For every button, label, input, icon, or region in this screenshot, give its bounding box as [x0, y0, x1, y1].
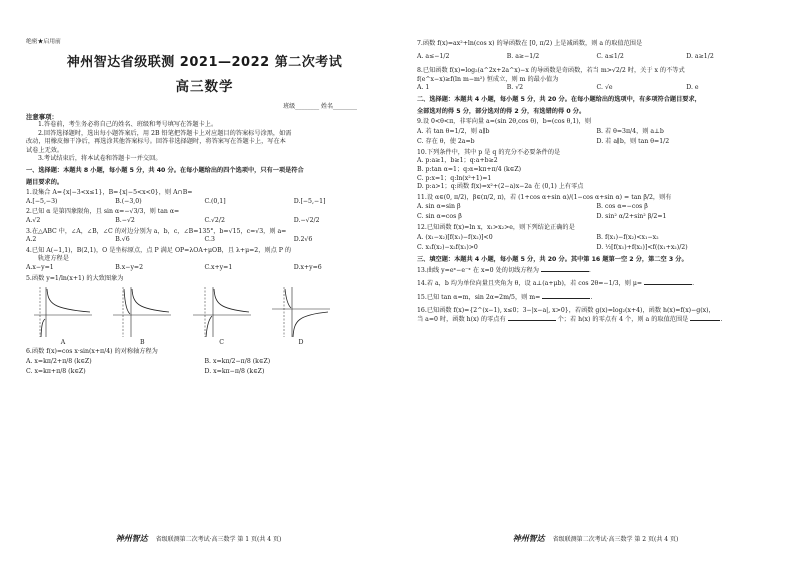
section-2-heading-b: 全部选对的得 5 分，部分选对的得 2 分，有选错的得 0 分。: [417, 107, 586, 115]
graph-a-figure: [32, 285, 94, 339]
section-2-heading: 二、选择题：本题共 4 小题，每小题 5 分，共 20 分。在每小题给出的选项中，有多项符合题目要求，: [417, 95, 701, 103]
section-1-heading-b: 题目要求的。: [26, 178, 64, 186]
option: D.−√2/2: [293, 216, 320, 224]
option: B.(−3,0): [115, 197, 142, 205]
option: A.√2: [26, 216, 41, 224]
question-16b-text: 当 a=0 时，函数 h(x) 的零点有: [417, 315, 506, 323]
option: A. (x₁−x₂)[f(x₁)−f(x₂)]<0: [417, 233, 493, 241]
graph-d: [270, 285, 332, 346]
question-13-text: 13.曲线 y=eˣ−e⁻ˣ 在 x=0 处的切线方程为: [417, 266, 539, 274]
question-2-options: [26, 217, 383, 226]
section-1-heading: 一、选择题：本题共 8 小题，每小题 5 分，共 40 分。在每小题给出的四个选项中，只有一项是符合: [26, 166, 304, 174]
option: D. 若 a∥b，则 tan θ=1/2: [596, 137, 670, 145]
page-footer: [397, 533, 794, 544]
option: A.[−5,−3): [26, 197, 58, 205]
option: D.2√6: [293, 236, 313, 244]
option: C. 存在 θ，使 2a=b: [417, 137, 475, 145]
question-14-text: 14.若 a，b 均为单位向量且夹角为 θ，设 a⊥(a+μb)，若 cos 2θ=−1/3，则 μ=: [417, 280, 643, 288]
note-2: 2.回答选择题时，选出每小题答案后，用 2B 铅笔把答题卡上对应题目的答案标号涂黑，如需: [38, 129, 292, 137]
graph-d-figure: [270, 285, 332, 339]
graph-b: [111, 285, 173, 346]
question-6-options: [26, 357, 383, 377]
notes-title: 注意事项：: [26, 113, 58, 121]
question-7-options: [417, 53, 776, 62]
option: C. √e: [596, 84, 613, 92]
option: B. cos α=−cos β: [596, 203, 648, 211]
note-2b: 改动，用橡皮擦干净后，再选涂其他答案标号。回答非选择题时，将答案写在答题卡上，写在本: [26, 138, 286, 146]
option: B. p:tan α=1；q:α=kπ+π/4 (k∈Z): [417, 165, 522, 173]
question-11: 11.设 α∈(0, π/2)，β∈(π/2, π)，若 (1+cos α+sin α)/(1−cos α+sin α) = tan β/2，则有: [417, 193, 672, 201]
option: A.x−y=1: [26, 263, 54, 271]
question-5-graphs: [32, 285, 332, 346]
option: C. x=kπ+π/8 (k∈Z): [26, 367, 86, 375]
secret-mark: 绝密★启用前: [26, 39, 61, 45]
graph-c-figure: [191, 285, 253, 339]
footer-text: 省级联测第二次考试·高三数学 第 2 页(共 4 页): [552, 536, 679, 543]
option: B. 若 θ=3π/4，则 a⊥b: [596, 127, 664, 135]
graph-label: B: [140, 339, 145, 347]
option: D. e: [686, 84, 699, 92]
question-9-options: [417, 127, 776, 147]
question-12-options: [417, 233, 776, 253]
brand-logo: 神州智达: [115, 533, 148, 543]
option: C. p:x=1；q:ln(x²+1)=1: [417, 174, 492, 182]
question-15-text: 15.已知 tan α=m，sin 2α=2m/5，则 m=: [417, 293, 541, 301]
exam-title: 神州智达省级联测 2021—2022 第二次考试: [66, 55, 343, 70]
answer-blank: [508, 320, 556, 321]
question-7: 7.函数 f(x)=ax²+ln(cos x) 的导函数在 [0, π/2) 上是减函数，则 a 的取值范围是: [417, 40, 643, 47]
page-footer: [0, 533, 397, 544]
option: D.x+y=6: [293, 263, 322, 271]
option: C.x+y=1: [204, 263, 233, 271]
option: C. sin α=cos β: [417, 213, 462, 221]
graph-c: [191, 285, 253, 346]
option: A. p:a≥1，b≥1；q:a+b≥2: [417, 157, 498, 165]
question-16: 16.已知函数 f(x)={2^(x−1), x≤0；3−|x−a|, x>0}，若函数 g(x)=log₂(x+4)，函数 h(x)=f(x)−g(x)，: [417, 307, 715, 315]
option: A. x=kπ/2+π/8 (k∈Z): [26, 357, 92, 365]
option: C.3: [204, 236, 215, 244]
option: D. x=kπ−π/8 (k∈Z): [204, 367, 265, 375]
option: B.x−y=2: [115, 263, 144, 271]
option: C.(0,1]: [204, 197, 226, 205]
question-10: 10.下列条件中，其中 p 是 q 的充分不必要条件的是: [417, 148, 561, 156]
question-16c-text: 个；若 h(x) 的零点有 4 个，则 a 的取值范围是: [557, 315, 689, 323]
option: B. x=kπ/2−π/8 (k∈Z): [204, 357, 271, 365]
note-1: 1.答卷前，考生务必将自己的姓名、班级和考号填写在答题卡上。: [38, 121, 218, 128]
answer-blank: [690, 320, 720, 321]
graph-label: A: [60, 339, 66, 347]
note-2c: 试卷上无效。: [26, 146, 64, 154]
option: A. 1: [417, 84, 430, 92]
answer-blank: [644, 284, 692, 285]
question-14: 14.若 a，b 均为单位向量且夹角为 θ，设 a⊥(a+μb)，若 cos 2θ=−1/3，则 μ= .: [417, 280, 695, 288]
option: D. p:a>1；q:函数 f(x)=x²+(2−a)x−2a 在 (0,1) 上有零点: [417, 183, 584, 191]
question-2: 2.已知 α 是第四象限角，且 sin α=−√3/3，则 tan α=: [26, 208, 180, 216]
question-13: 13.曲线 y=eˣ−e⁻ˣ 在 x=0 处的切线方程为 .: [417, 266, 591, 274]
option: A. 若 tan θ=1/2，则 a∥b: [417, 127, 490, 135]
question-8b: f(e^x−x)≥f(ln m−m²) 恒成立，则 m 的最小值为: [417, 75, 559, 83]
question-3-options: [26, 236, 383, 245]
graph-label: D: [298, 339, 304, 347]
option: A. sin α=sin β: [417, 203, 461, 211]
brand-logo: 神州智达: [512, 533, 545, 543]
section-3-heading: 三、填空题：本题共 4 小题，每小题 5 分，共 20 分。其中第 16 题第一空 2 分，第二空 3 分。: [417, 255, 688, 263]
option: C. a≤1/2: [596, 52, 624, 60]
subject-title: 高三数学: [175, 79, 234, 95]
footer-text: 省级联测第二次考试·高三数学 第 1 页(共 4 页): [155, 536, 282, 543]
question-8-options: [417, 84, 776, 93]
answer-blank: [542, 298, 590, 299]
question-4b: 轨迹方程是: [38, 255, 69, 263]
option: D.[−5,−1]: [293, 197, 326, 205]
question-1: 1.设集合 A={x|−3<x≤1}，B={x|−5<x<0}，则 A∩B=: [26, 189, 193, 197]
option: A.2: [26, 236, 37, 244]
option: B. √2: [506, 84, 524, 92]
question-8: 8.已知函数 f(x)=log₂(a^2x+2a^x)−x 的导函数是奇函数，若当 m>√2/2 时，关于 x 的不等式: [417, 67, 685, 75]
graph-a: [32, 285, 94, 346]
option: C.√2/2: [204, 216, 225, 224]
option: D. sin² α/2+sin² β/2=1: [596, 213, 667, 221]
graph-b-figure: [111, 285, 173, 339]
option: D. ½[f(x₁)+f(x₂)]<f((x₁+x₂)/2): [596, 243, 688, 251]
option: C. x₁f(x₂)−x₂f(x₁)>0: [417, 243, 478, 251]
question-1-options: [26, 198, 383, 207]
question-9: 9.设 0<θ<π，非零向量 a=(sin 2θ,cos θ)，b=(cos θ,1)，则: [417, 118, 592, 126]
answer-blank: [541, 271, 589, 272]
question-16-line-2: 当 a=0 时，函数 h(x) 的零点有 个；若 h(x) 的零点有 4 个，则 a 的取值范围是 .: [417, 315, 723, 323]
option: B. a≥−1/2: [506, 52, 540, 60]
question-6: 6.函数 f(x)=cos x·sin(x+π/4) 的对称轴方程为: [26, 348, 158, 356]
class-name-line: 班级________ 姓名________: [283, 103, 357, 110]
question-3: 3.在△ABC 中，∠A，∠B，∠C 的对边分别为 a，b，c，∠B=135°，b=√15，c=√3，则 a=: [26, 227, 287, 235]
option: D. a≥1/2: [686, 52, 714, 60]
option: B. f(x₁)−f(x₂)<x₁−x₂: [596, 233, 659, 241]
option: B.√6: [115, 236, 130, 244]
option: B.−√2: [115, 216, 135, 224]
note-3: 3.考试结束后，将本试卷和答题卡一并交回。: [38, 155, 162, 163]
graph-label: C: [219, 339, 225, 347]
question-11-options: [417, 202, 776, 222]
question-4: 4.已知 A(−1,1)，B(2,1)，O 是坐标原点，点 P 满足 OP=λOA+μOB，且 λ+μ=2，则点 P 的: [26, 246, 292, 254]
option: A. a≤−1/2: [417, 52, 450, 60]
right-page: [397, 0, 794, 562]
question-12: 12.已知函数 f(x)=ln x，x₁>x₂>e，则下列结论正确的是: [417, 224, 575, 232]
question-15: 15.已知 tan α=m，sin 2α=2m/5，则 m= .: [417, 293, 593, 301]
question-5: 5.函数 y=1/ln(x+1) 的大致图象为: [26, 274, 124, 282]
question-4-options: [26, 264, 383, 273]
